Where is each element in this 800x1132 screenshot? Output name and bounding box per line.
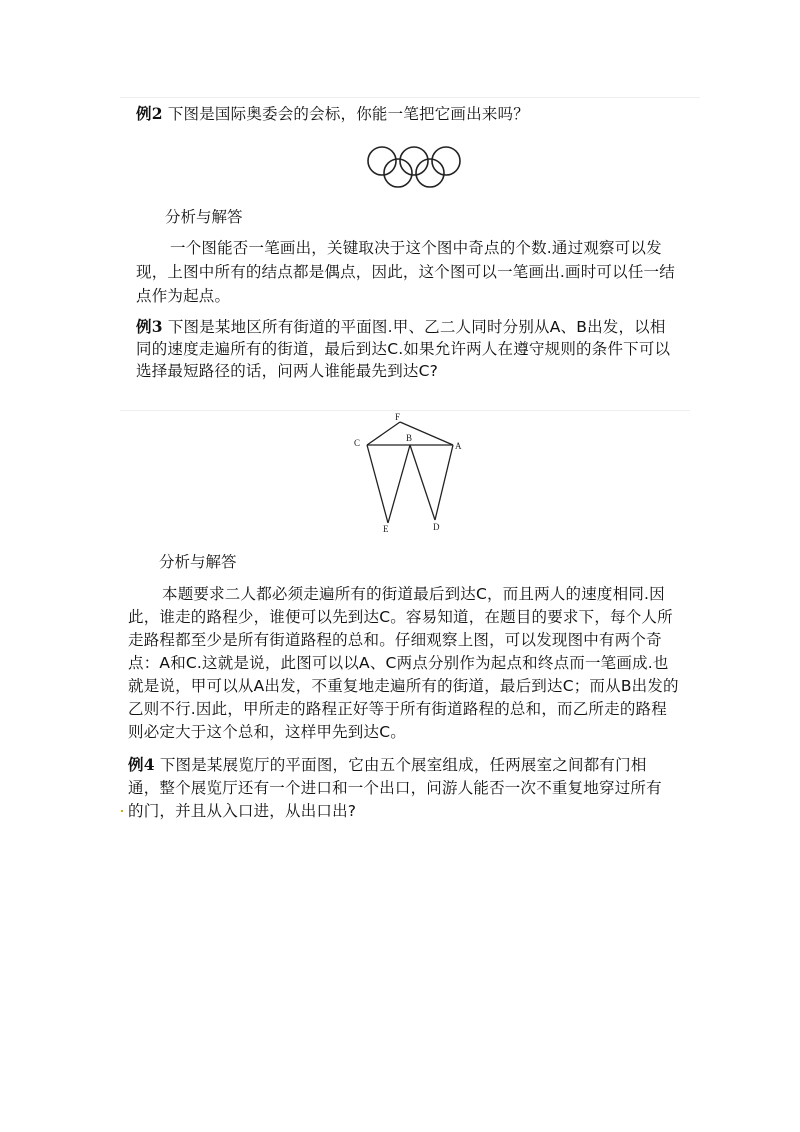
top-separator bbox=[120, 97, 700, 98]
street-b-d bbox=[410, 445, 435, 520]
analysis2-heading: 分析与解答 bbox=[159, 553, 237, 571]
example3-line-2: 同的速度走遍所有的街道，最后到达C.如果允许两人在遵守规则的条件下可以 bbox=[136, 340, 671, 358]
street-c-e bbox=[367, 445, 388, 523]
example4-text-1: 下图是某展览厅的平面图，它由五个展室组成，任两展室之间都有门相 bbox=[154, 756, 647, 774]
analysis2-line-6: 乙则不行.因此，甲所走的路程正好等于所有街道路程的总和，而乙所走的路程 bbox=[128, 700, 667, 718]
analysis2-line-7: 则必定大于这个总和，这样甲先到达C。 bbox=[128, 723, 406, 741]
analysis1-line-3: 点作为起点。 bbox=[136, 287, 231, 305]
point-e-label: E bbox=[383, 524, 389, 534]
analysis1-line-1: 一个图能否一笔画出，关键取决于这个图中奇点的个数.通过观察可以发 bbox=[170, 239, 662, 257]
example3-line-3: 选择最短路径的话，问两人谁能最先到达C? bbox=[136, 362, 439, 380]
analysis2-line-4: 点：A和C.这就是说，此图可以以A、C两点分别作为起点和终点而一笔画成.也 bbox=[128, 654, 669, 672]
example2-question bbox=[136, 103, 529, 125]
point-d-label: D bbox=[433, 522, 440, 532]
street-c-f bbox=[367, 422, 400, 445]
example4-label: 例4 bbox=[128, 755, 155, 774]
example4-line-2: 通，整个展览厅还有一个进口和一个出口，问游人能否一次不重复地穿过所有 bbox=[128, 779, 662, 797]
example3-line-1 bbox=[136, 316, 666, 338]
analysis2-line-5: 就是说，甲可以从A出发，不重复地走遍所有的街道，最后到达C；而从B出发的 bbox=[128, 677, 679, 695]
olympic-rings-figure bbox=[360, 144, 470, 192]
point-a-label: A bbox=[455, 441, 462, 451]
point-f-label: F bbox=[395, 412, 401, 422]
analysis2-line-3: 走路程都至少是所有街道路程的总和。仔细观察上图，可以发现图中有两个奇 bbox=[128, 631, 662, 649]
analysis2-line-2: 此，谁走的路程少，谁便可以先到达C。容易知道，在题目的要求下，每个人所 bbox=[128, 608, 673, 626]
example3-label: 例3 bbox=[136, 317, 163, 336]
example4-line-1 bbox=[128, 754, 647, 776]
street-diagram bbox=[350, 410, 470, 535]
stray-mark bbox=[121, 810, 123, 812]
analysis1-heading: 分析与解答 bbox=[165, 208, 243, 226]
example3-text-1: 下图是某地区所有街道的平面图.甲、乙二人同时分别从A、B出发，以相 bbox=[162, 318, 666, 336]
example2-text: 下图是国际奥委会的会标，你能一笔把它画出来吗？ bbox=[162, 105, 529, 123]
analysis1-line-2: 现，上图中所有的结点都是偶点，因此，这个图可以一笔画出.画时可以任一结 bbox=[136, 263, 675, 281]
point-c-label: C bbox=[354, 438, 361, 448]
point-b-label: B bbox=[406, 433, 413, 443]
analysis2-line-1: 本题要求二人都必须走遍所有的街道最后到达C，而且两人的速度相同.因 bbox=[162, 585, 665, 603]
example4-line-3: 的门，并且从入口进，从出口出? bbox=[128, 802, 357, 820]
street-d-a bbox=[435, 445, 453, 520]
example2-label: 例2 bbox=[136, 104, 163, 123]
street-e-b bbox=[388, 445, 410, 523]
